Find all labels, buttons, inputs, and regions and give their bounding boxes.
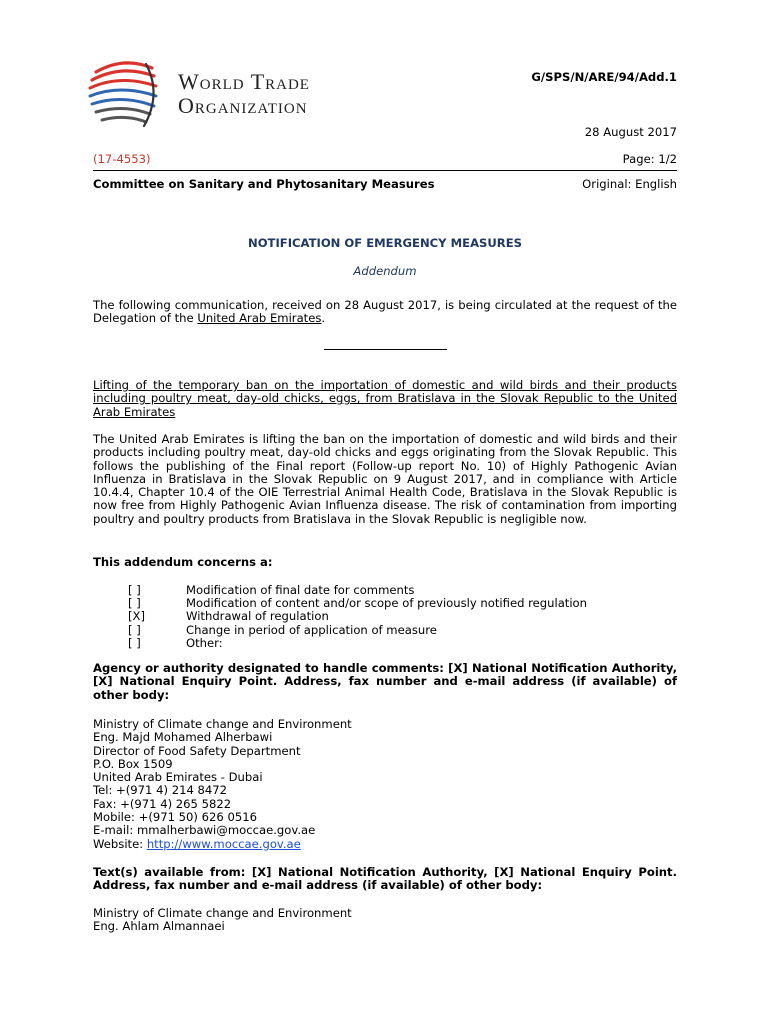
job-number: (17-4553): [93, 152, 151, 166]
website-link[interactable]: http://www.moccae.gov.ae: [146, 836, 301, 851]
wto-logo-icon: [84, 54, 174, 134]
address-line: Eng. Majd Mohamed Alherbawi: [93, 730, 273, 745]
checkbox-other: [ ]: [128, 636, 141, 650]
measure-title: Lifting of the temporary ban on the importation of domestic and wild birds and their products including poultry meat, day-old chicks, eggs, from Bratislava in the Slovak Republic to the United Arab Emirates: [93, 378, 677, 419]
texts-address: [93, 907, 352, 934]
committee-name: Committee on Sanitary and Phytosanitary Measures: [93, 177, 435, 191]
intro-end: .: [321, 311, 326, 326]
website-line: [93, 838, 352, 851]
org-name-line2: Organization: [178, 93, 308, 118]
website-label: Website:: [93, 836, 147, 851]
mobile-line: Mobile: +(971 50) 626 0516: [93, 810, 257, 825]
address-line: P.O. Box 1509: [93, 756, 173, 771]
address-line: Ministry of Climate change and Environment: [93, 717, 352, 731]
checkbox-label: Withdrawal of regulation: [186, 609, 329, 623]
checkbox-period: [ ]: [128, 623, 141, 637]
checkbox-withdrawal: [X]: [128, 609, 145, 623]
address-line: Eng. Ahlam Almannaei: [93, 919, 225, 934]
page-number: Page: 1/2: [622, 152, 677, 166]
organization-name: [178, 70, 310, 118]
phone-line: Tel: +(971 4) 214 8472: [93, 783, 228, 798]
address-line: Ministry of Climate change and Environment: [93, 906, 352, 920]
page-title: NOTIFICATION OF EMERGENCY MEASURES: [248, 236, 522, 250]
checkbox-label: Other:: [186, 636, 223, 650]
checkbox-label: Change in period of application of measure: [186, 623, 437, 637]
checkbox-content-scope: [ ]: [128, 596, 141, 610]
agency-heading: Agency or authority designated to handle comments: [X] National Notification Authority, [X] National Enquiry Point. Address, fax number and e-mail address (if available) of other body:: [93, 661, 677, 702]
intro-country-link[interactable]: United Arab Emirates: [197, 311, 322, 326]
concerns-heading: This addendum concerns a:: [93, 555, 273, 569]
document-symbol: G/SPS/N/ARE/94/Add.1: [531, 70, 677, 84]
document-date: 28 August 2017: [584, 125, 677, 139]
email-line: E-mail: mmalherbawi@moccae.gov.ae: [93, 823, 316, 838]
intro-paragraph: [93, 299, 677, 326]
separator-line: [324, 349, 447, 350]
original-language: Original: English: [582, 177, 677, 191]
page-subtitle: Addendum: [353, 264, 417, 278]
address-line: United Arab Emirates - Dubai: [93, 770, 263, 785]
checkbox-final-date: [ ]: [128, 583, 141, 597]
address-line: Director of Food Safety Department: [93, 743, 301, 758]
org-name-line1: World Trade: [178, 69, 310, 94]
header-rule: [93, 170, 677, 171]
intro-text: The following communication, received on 28 August 2017, is being circulated at the request of the Delegation of the: [93, 298, 677, 326]
texts-heading: Text(s) available from: [X] National Notification Authority, [X] National Enquiry Point. Address, fax number and e-mail address (if available) of other body:: [93, 865, 677, 893]
checkbox-label: Modification of content and/or scope of previously notified regulation: [186, 596, 588, 610]
contact-address: [93, 718, 352, 851]
fax-line: Fax: +(971 4) 265 5822: [93, 796, 232, 811]
checkbox-label: Modification of final date for comments: [186, 583, 415, 597]
body-paragraph: The United Arab Emirates is lifting the ban on the importation of domestic and wild birds and their products including poultry meat, day-old chicks and eggs originating from the Slovak Republic. This follows the publishing of the Final report (Follow-up report No. 10) of Highly Pathogenic Avian Influenza in Bratislava in the Slovak Republic on 9 August 2017, and in compliance with Article 10.4.4, Chapter 10.4 of the OIE Terrestrial Animal Health Code, Bratislava in the Slovak Republic is now free from Highly Pathogenic Avian Influenza disease. The risk of contamination from importing poultry and poultry products from Bratislava in the Slovak Republic is negligible now.: [93, 432, 677, 526]
